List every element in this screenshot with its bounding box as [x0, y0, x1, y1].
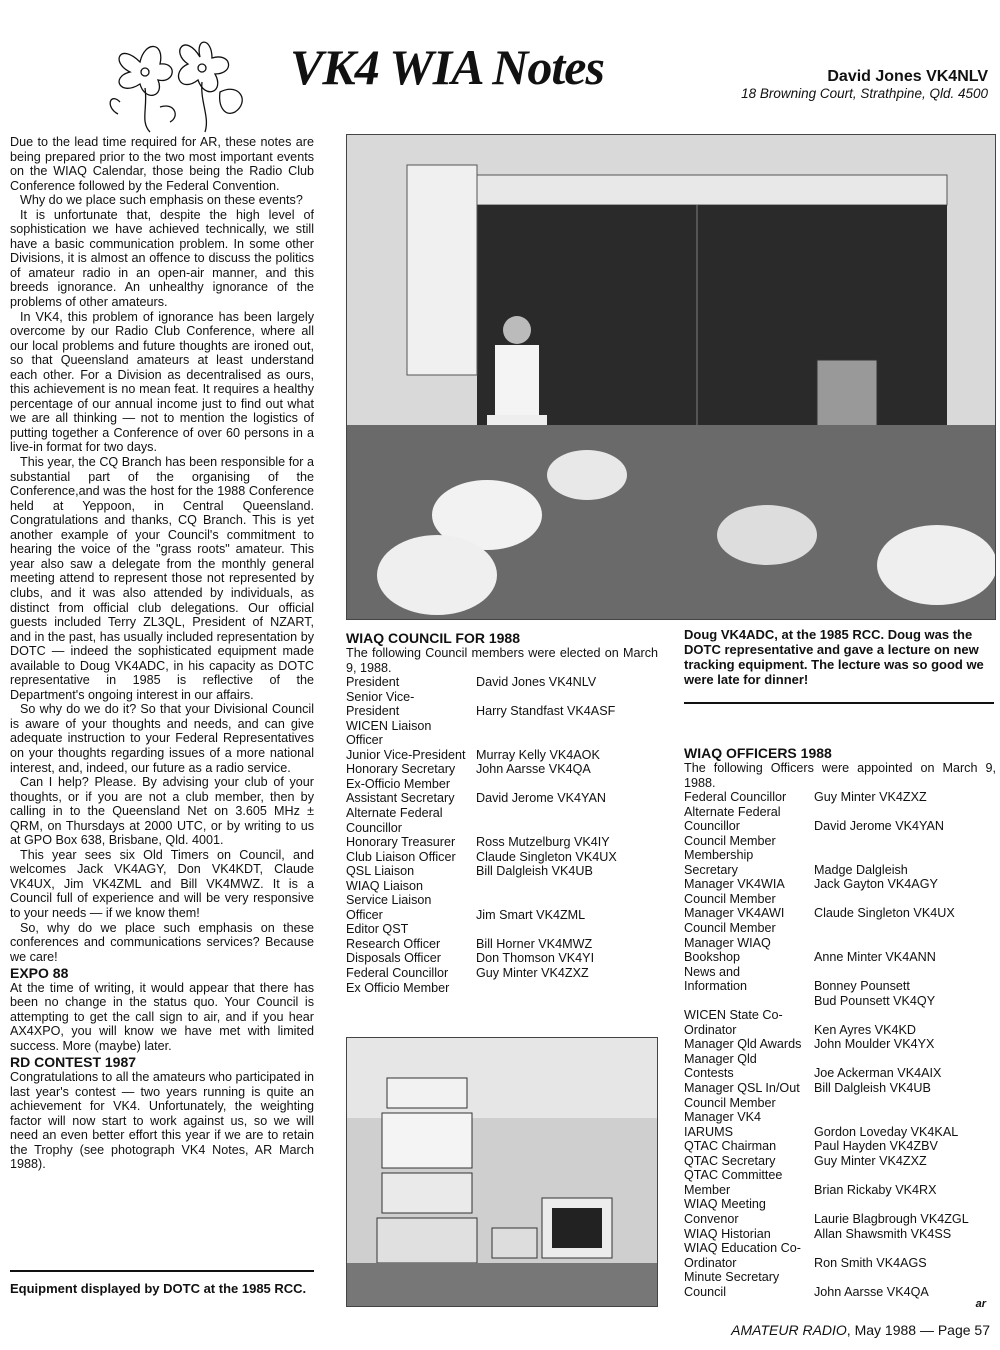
roster-position: Council Member	[684, 833, 776, 848]
issue-info: , May 1988 — Page 57	[846, 1322, 990, 1338]
roster-position: Officer	[346, 733, 383, 748]
article-paragraph: Why do we place such emphasis on these events?	[20, 193, 303, 208]
roster-name: Brian Rickaby VK4RX	[814, 1182, 937, 1197]
roster-position: QSL Liaison	[346, 864, 415, 879]
page-title: VK4 WIA Notes	[290, 39, 604, 95]
roster-name: Jim Smart VK4ZML	[476, 907, 586, 922]
roster-name: Ken Ayres VK4KD	[814, 1022, 916, 1037]
roster-position: Council Member	[684, 921, 776, 936]
roster-position: President	[346, 704, 400, 719]
roster-position: Membership	[684, 848, 754, 863]
equipment-caption: Equipment displayed by DOTC at the 1985 RCC.	[10, 1281, 307, 1296]
roster-name: Harry Standfast VK4ASF	[476, 704, 616, 719]
roster-position: QTAC Committee	[684, 1168, 783, 1183]
roster-name: Bud Pounsett VK4QY	[814, 993, 936, 1008]
roster-position: Research Officer	[346, 936, 441, 951]
article-paragraph: In VK4, this problem of ignorance has been largely overcome by our Radio Club Conference, where all our local problems and future thoughts are ironed out, so that Queensland amateurs at least understand each other. For a Division as decentralised as ours, this achievement is no mean feat. It requires a healthy percentage of our annual income just to find out what we are all thinking — not to mention the logistics of putting together a Conference of over 60 persons in a live-in format for two days.	[10, 309, 314, 455]
article-paragraph: Can I help? Please. By advising your club of your thoughts, or if you are not a club member, then by calling in to the Queensland Net on 3.605 MHz ± QRM, on Thursdays at 2000 UTC, or by writing to us at GPO Box 638, Brisbane, Qld. 4001.	[10, 775, 314, 848]
roster-name: Don Thomson VK4YI	[476, 951, 595, 966]
roster-name	[476, 922, 658, 937]
council-intro: The following Council members were elected on March 9, 1988.	[346, 646, 658, 675]
roster-position: Manager Qld Awards	[684, 1037, 802, 1052]
roster-position: WICEN State Co-	[684, 1008, 783, 1023]
roster-position: Councillor	[346, 820, 402, 835]
roster-position: Ex Officio Member	[346, 980, 450, 995]
roster-position: Ordinator	[684, 1022, 737, 1037]
roster-name	[814, 892, 996, 907]
roster-name	[476, 719, 658, 734]
roster-name	[476, 690, 658, 705]
roster-name	[476, 777, 658, 792]
roster-name: Jack Gayton VK4AGY	[814, 877, 938, 892]
article-column	[10, 135, 314, 1172]
roster-position: Bookshop	[684, 950, 741, 965]
roster-name	[814, 1008, 996, 1023]
roster-position	[684, 994, 814, 1009]
roster-name	[814, 965, 996, 980]
page-footer	[731, 1322, 990, 1338]
roster-name: John Aarsse VK4QA	[476, 762, 591, 777]
roster-position: Senior Vice-	[346, 689, 415, 704]
roster-name: David Jones VK4NLV	[476, 675, 597, 690]
author-address: 18 Browning Court, Strathpine, Qld. 4500	[741, 86, 988, 101]
roster-name: Joe Ackerman VK4AIX	[814, 1066, 942, 1081]
author-name: David Jones VK4NLV	[827, 68, 988, 85]
roster-name	[814, 805, 996, 820]
roster-name	[476, 981, 658, 996]
equipment-photo	[346, 1037, 658, 1307]
roster-name: Gordon Loveday VK4KAL	[814, 1124, 959, 1139]
divider	[10, 1270, 314, 1272]
council-roster	[346, 675, 658, 995]
roster-position: Manager Qld	[684, 1051, 757, 1066]
article-paragraph: So, why do we place such emphasis on these conferences and communications services? Because we care!	[10, 920, 314, 964]
roster-position: Manager VK4	[684, 1110, 762, 1125]
roster-name	[814, 1110, 996, 1125]
roster-name: Bonney Pounsett	[814, 979, 910, 994]
article-paragraph: So why do we do it? So that your Divisional Council is aware of your thoughts and needs, and can give adequate instruction to your Federal Representatives on your thoughts regarding issues of a more national interest, and, indeed, our future as a radio service.	[10, 702, 314, 775]
council-section	[346, 628, 658, 995]
roster-position: Federal Councillor	[346, 966, 449, 981]
roster-name	[814, 1052, 996, 1067]
roster-name: Laurie Blagbrough VK4ZGL	[814, 1211, 969, 1226]
roster-name	[476, 879, 658, 894]
roster-position: Convenor	[684, 1211, 739, 1226]
roster-name	[814, 1197, 996, 1212]
rd-contest-heading: RD CONTEST 1987	[10, 1054, 137, 1071]
roster-name	[814, 834, 996, 849]
roster-position: IARUMS	[684, 1124, 733, 1139]
roster-name: Paul Hayden VK4ZBV	[814, 1139, 938, 1154]
roster-position: Ex-Officio Member	[346, 776, 451, 791]
roster-name: Bill Horner VK4MWZ	[476, 936, 593, 951]
article-paragraph: This year, the CQ Branch has been responsible for a substantial part of the organising of the Conference,and was the host for the 1988 Conference held at Yeppoon, in Central Queensland. Congratulations and thanks, CQ Branch. This is yet another example of your Council's commitment to hearing the voice of the "grass roots" amateur. This year also saw a delegate from the monthly general meeting attend to represent those not represented by clubs, and it was also attended by individuals, as distinct from official club delegations. Our official guests included Terry ZL3QL, President of NZART, and in the past, has usually included representation by DOTC — indeed the sophisticated equipment made available to Doug VK4ADC, in his capacity as DOTC representative in 1985 is reflective of the Department's ongoing interest in our affairs.	[10, 455, 314, 702]
roster-position: President	[346, 675, 400, 690]
roster-position: Honorary Treasurer	[346, 835, 456, 850]
roster-position: Information	[684, 979, 747, 994]
roster-name: Madge Dalgleish	[814, 862, 908, 877]
roster-position: Service Liaison	[346, 893, 432, 908]
roster-position: QTAC Chairman	[684, 1139, 777, 1154]
roster-name	[814, 921, 996, 936]
roster-position: Alternate Federal	[346, 806, 443, 821]
roster-name	[476, 893, 658, 908]
roster-name	[814, 848, 996, 863]
author-block	[741, 68, 988, 101]
roster-name	[814, 1096, 996, 1111]
roster-name: Guy Minter VK4ZXZ	[814, 790, 927, 805]
roster-name	[814, 1241, 996, 1256]
roster-name	[814, 1270, 996, 1285]
equipment-photo-illustration	[347, 1038, 657, 1306]
roster-position: Council Member	[684, 1095, 776, 1110]
roster-name: Anne Minter VK4ANN	[814, 950, 936, 965]
officers-section	[684, 743, 996, 1299]
expo-paragraph: At the time of writing, it would appear that there has been no change in the status quo. Your Council is attempting to get the call sign to air, and if you hear AX4XPO, you will know we have met with limited success. More (maybe) later.	[10, 980, 314, 1053]
roster-name: Bill Dalgleish VK4UB	[814, 1081, 931, 1096]
roster-position: News and	[684, 964, 741, 979]
roster-position: Ordinator	[684, 1255, 737, 1270]
roster-name: Ross Mutzelburg VK4IY	[476, 835, 610, 850]
article-paragraph: Due to the lead time required for AR, these notes are being prepared prior to the two most important events on the WIAQ Calendar, those being the Radio Club Conference followed by the Federal Convention.	[10, 135, 314, 193]
roster-position: Manager VK4AWI	[684, 906, 785, 921]
roster-name	[476, 733, 658, 748]
roster-name: David Jerome VK4YAN	[814, 819, 944, 834]
flower-logo	[100, 22, 260, 134]
roster-position: Editor QST	[346, 922, 409, 937]
roster-position: Honorary Secretary	[346, 762, 456, 777]
roster-name: Ron Smith VK4AGS	[814, 1255, 927, 1270]
roster-position: Manager WIAQ	[684, 935, 771, 950]
roster-name: Claude Singleton VK4UX	[476, 849, 617, 864]
roster-position: Secretary	[684, 862, 738, 877]
roster-name: Bill Dalgleish VK4UB	[476, 864, 593, 879]
article-paragraph: It is unfortunate that, despite the high level of sophistication we have achieved technically, we still have a basic communication problem. In some other Divisions, it is almost an offence to discuss the politics of amateur radio in an open-air manner, and this breeds ignorance. An unhealthy ignorance of the problems of other amateurs.	[10, 207, 314, 310]
roster-position: Councillor	[684, 819, 740, 834]
roster-name: Allan Shawsmith VK4SS	[814, 1226, 952, 1241]
ar-mark: ar	[975, 1298, 986, 1310]
officers-intro: The following Officers were appointed on March 9, 1988.	[684, 761, 996, 790]
roster-position: Disposals Officer	[346, 951, 441, 966]
roster-position: WIAQ Meeting	[684, 1197, 766, 1212]
roster-position: Officer	[346, 907, 383, 922]
roster-name	[476, 806, 658, 821]
council-heading: WIAQ COUNCIL FOR 1988	[346, 630, 520, 646]
roster-position: Federal Councillor	[684, 790, 787, 805]
roster-name: Claude Singleton VK4UX	[814, 906, 955, 921]
roster-position: WIAQ Historian	[684, 1226, 771, 1241]
lecture-photo-illustration	[347, 135, 995, 619]
roster-name	[814, 1168, 996, 1183]
roster-name: Guy Minter VK4ZXZ	[814, 1153, 927, 1168]
roster-position: QTAC Secretary	[684, 1153, 776, 1168]
roster-name	[814, 936, 996, 951]
officers-roster	[684, 790, 996, 1299]
publication-name: AMATEUR RADIO	[731, 1322, 847, 1338]
divider	[684, 702, 994, 704]
roster-position: Manager VK4WIA	[684, 877, 785, 892]
roster-name: Guy Minter VK4ZXZ	[476, 966, 589, 981]
article-paragraph: This year sees six Old Timers on Council, and welcomes Jack VK4AGY, Don VK4KDT, Claude VK4UX, Jim VK4ZML and Bill VK4MWZ. It is a Council full of experience and will be very responsive to your needs — if we know them!	[10, 847, 314, 920]
officers-heading: WIAQ OFFICERS 1988	[684, 745, 832, 761]
roster-position: Club Liaison Officer	[346, 849, 456, 864]
roster-position: Contests	[684, 1066, 734, 1081]
lecture-photo	[346, 134, 996, 620]
roster-position: Alternate Federal	[684, 804, 781, 819]
roster-position: WIAQ Liaison	[346, 878, 423, 893]
photo-caption: Doug VK4ADC, at the 1985 RCC. Doug was the DOTC representative and gave a lecture on new tracking equipment. The lecture was so good we were late for dinner!	[684, 627, 984, 687]
rd-contest-paragraph: Congratulations to all the amateurs who participated in last year's contest — two years running is quite an achievement for VK4. Unfortunately, the weighting factor will now start to work against us, so we will need an even better effort this year if we are to retain the Trophy (see photograph VK4 Notes, AR March 1988).	[10, 1070, 314, 1172]
roster-position: Member	[684, 1182, 731, 1197]
roster-name: David Jerome VK4YAN	[476, 791, 606, 806]
roster-position: WICEN Liaison	[346, 718, 432, 733]
roster-position: Minute Secretary	[684, 1270, 780, 1285]
roster-name: Murray Kelly VK4AOK	[476, 747, 600, 762]
roster-position: Council	[684, 1284, 726, 1299]
roster-name: John Moulder VK4YX	[814, 1037, 935, 1052]
roster-name	[476, 821, 658, 836]
roster-position: WIAQ Education Co-	[684, 1241, 801, 1256]
roster-position: Assistant Secretary	[346, 791, 455, 806]
roster-position: Council Member	[684, 891, 776, 906]
roster-position: Manager QSL In/Out	[684, 1081, 800, 1096]
roster-position: Junior Vice-President	[346, 747, 466, 762]
expo-heading: EXPO 88	[10, 965, 69, 982]
roster-name: John Aarsse VK4QA	[814, 1284, 929, 1299]
